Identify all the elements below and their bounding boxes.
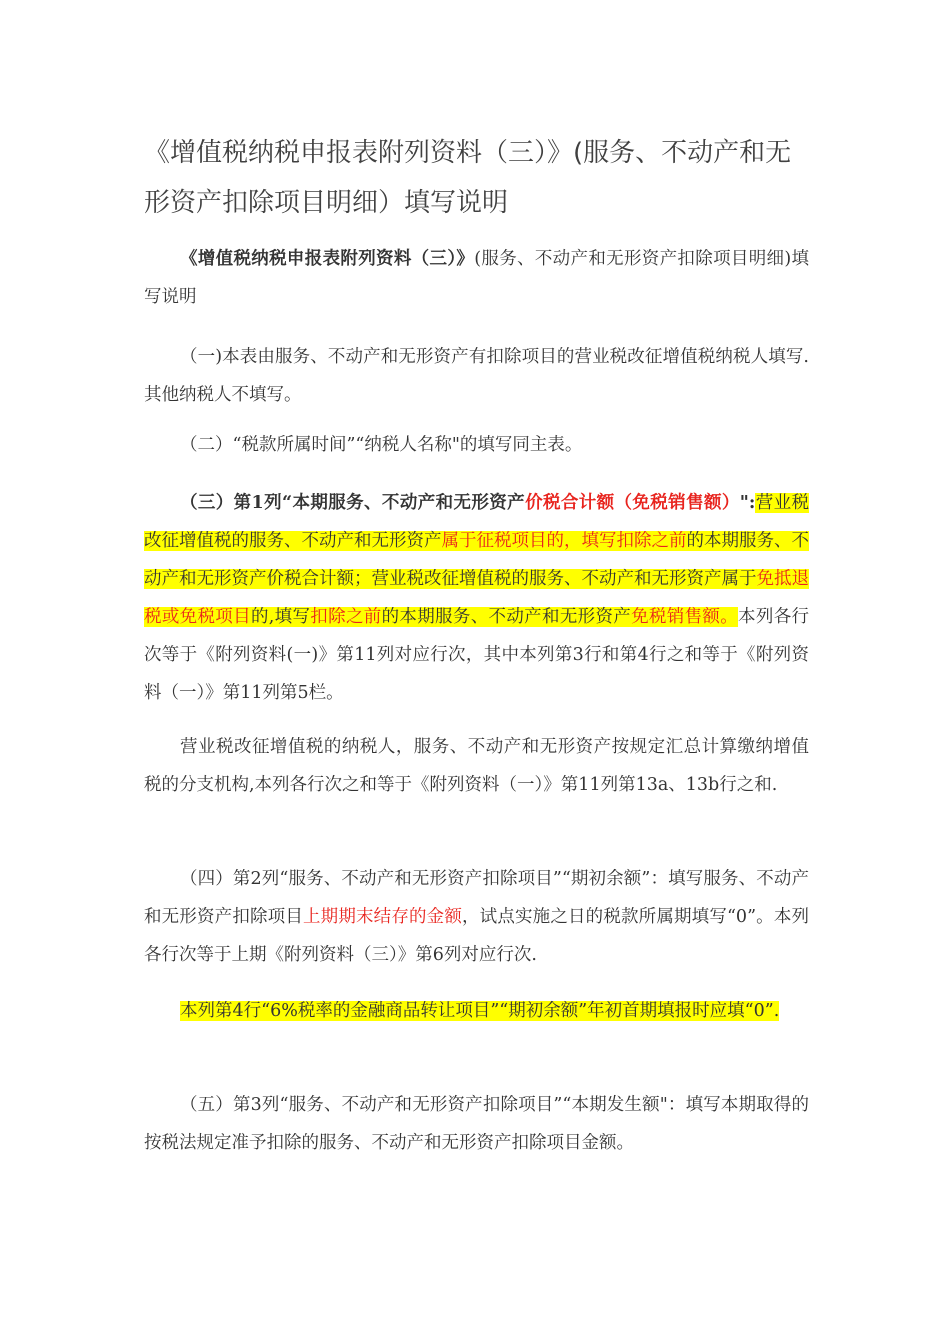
item-3-rule: 本列各行次等于《附列资料(一)》第11列对应行次，其中本列第3行和第4行之和等于《附列资料（一）》第11列第5栏。	[144, 607, 810, 703]
intro-paragraph	[144, 240, 809, 316]
item-3-heading-end: ":	[739, 493, 756, 513]
intro-bold-title: 《增值税纳税申报表附列资料（三）》	[180, 249, 475, 269]
item-4-paragraph	[144, 860, 809, 974]
item-4-note-paragraph	[144, 992, 809, 1030]
item-3-paragraph	[144, 484, 809, 712]
highlight-exempt-sales: 免税销售额。	[631, 607, 739, 627]
item-2-paragraph: （二）“税款所属时间”“纳税人名称"的填写同主表。	[180, 435, 583, 455]
item-4-text-a: （四）第2列“服务、不动产和无形资产扣除项目”“期初余额”：填写服务、不动产和无形资产扣除项目	[144, 869, 809, 927]
item-3-branch-paragraph: 营业税改征增值税的纳税人，服务、不动产和无形资产按规定汇总计算缴纳增值税的分支机构,本列各行次之和等于《附列资料（一）》第11列第13a、13b行之和.	[144, 737, 809, 795]
highlight-current-period: 的本期服务、不动产和无形资产	[381, 607, 632, 627]
item-5-paragraph: （五）第3列“服务、不动产和无形资产扣除项目”“本期发生额"：填写本期取得的按税法规定准予扣除的服务、不动产和无形资产扣除项目金额。	[144, 1095, 809, 1153]
intro-rest: (服务、不动产和无形资产扣除项目明细)填写说明	[144, 249, 810, 307]
highlight-fill: 的,填写	[250, 607, 311, 627]
highlight-total-amount: 的本期服务、不动产和无形资产价税合计额；营业税改征增值税的服务、不动产和无形资产属于	[144, 531, 809, 589]
highlight-before-deduction: 扣除之前	[310, 607, 382, 627]
highlight-taxable-services: 营业税改征增值税的服务、不动产和无形资产	[144, 493, 809, 551]
item-3-heading-red: 价税合计额（免税销售额）	[525, 493, 740, 513]
item-4-note-highlight: 本列第4行“6%税率的金融商品转让项目”“期初余额”年初首期填报时应填“0”.	[180, 1001, 780, 1021]
document-title: 《增值税纳税申报表附列资料（三）》(服务、不动产和无形资产扣除项目明细）填写说明	[144, 138, 792, 218]
item-4-red-text: 上期期末结存的金额	[303, 907, 462, 927]
highlight-taxable-before-deduction: 属于征税项目的，填写扣除之前	[441, 531, 687, 551]
item-1-paragraph: （一)本表由服务、不动产和无形资产有扣除项目的营业税改征增值税纳税人填写.其他纳税人不填写。	[144, 347, 809, 405]
highlight-exempt-items: 免抵退税或免税项目	[144, 569, 809, 627]
item-4-text-b: ，试点实施之日的税款所属期填写“0”。本列各行次等于上期《附列资料（三）》第6列对应行次.	[144, 907, 810, 965]
item-3-heading: （三）第1列“本期服务、不动产和无形资产	[180, 493, 526, 513]
